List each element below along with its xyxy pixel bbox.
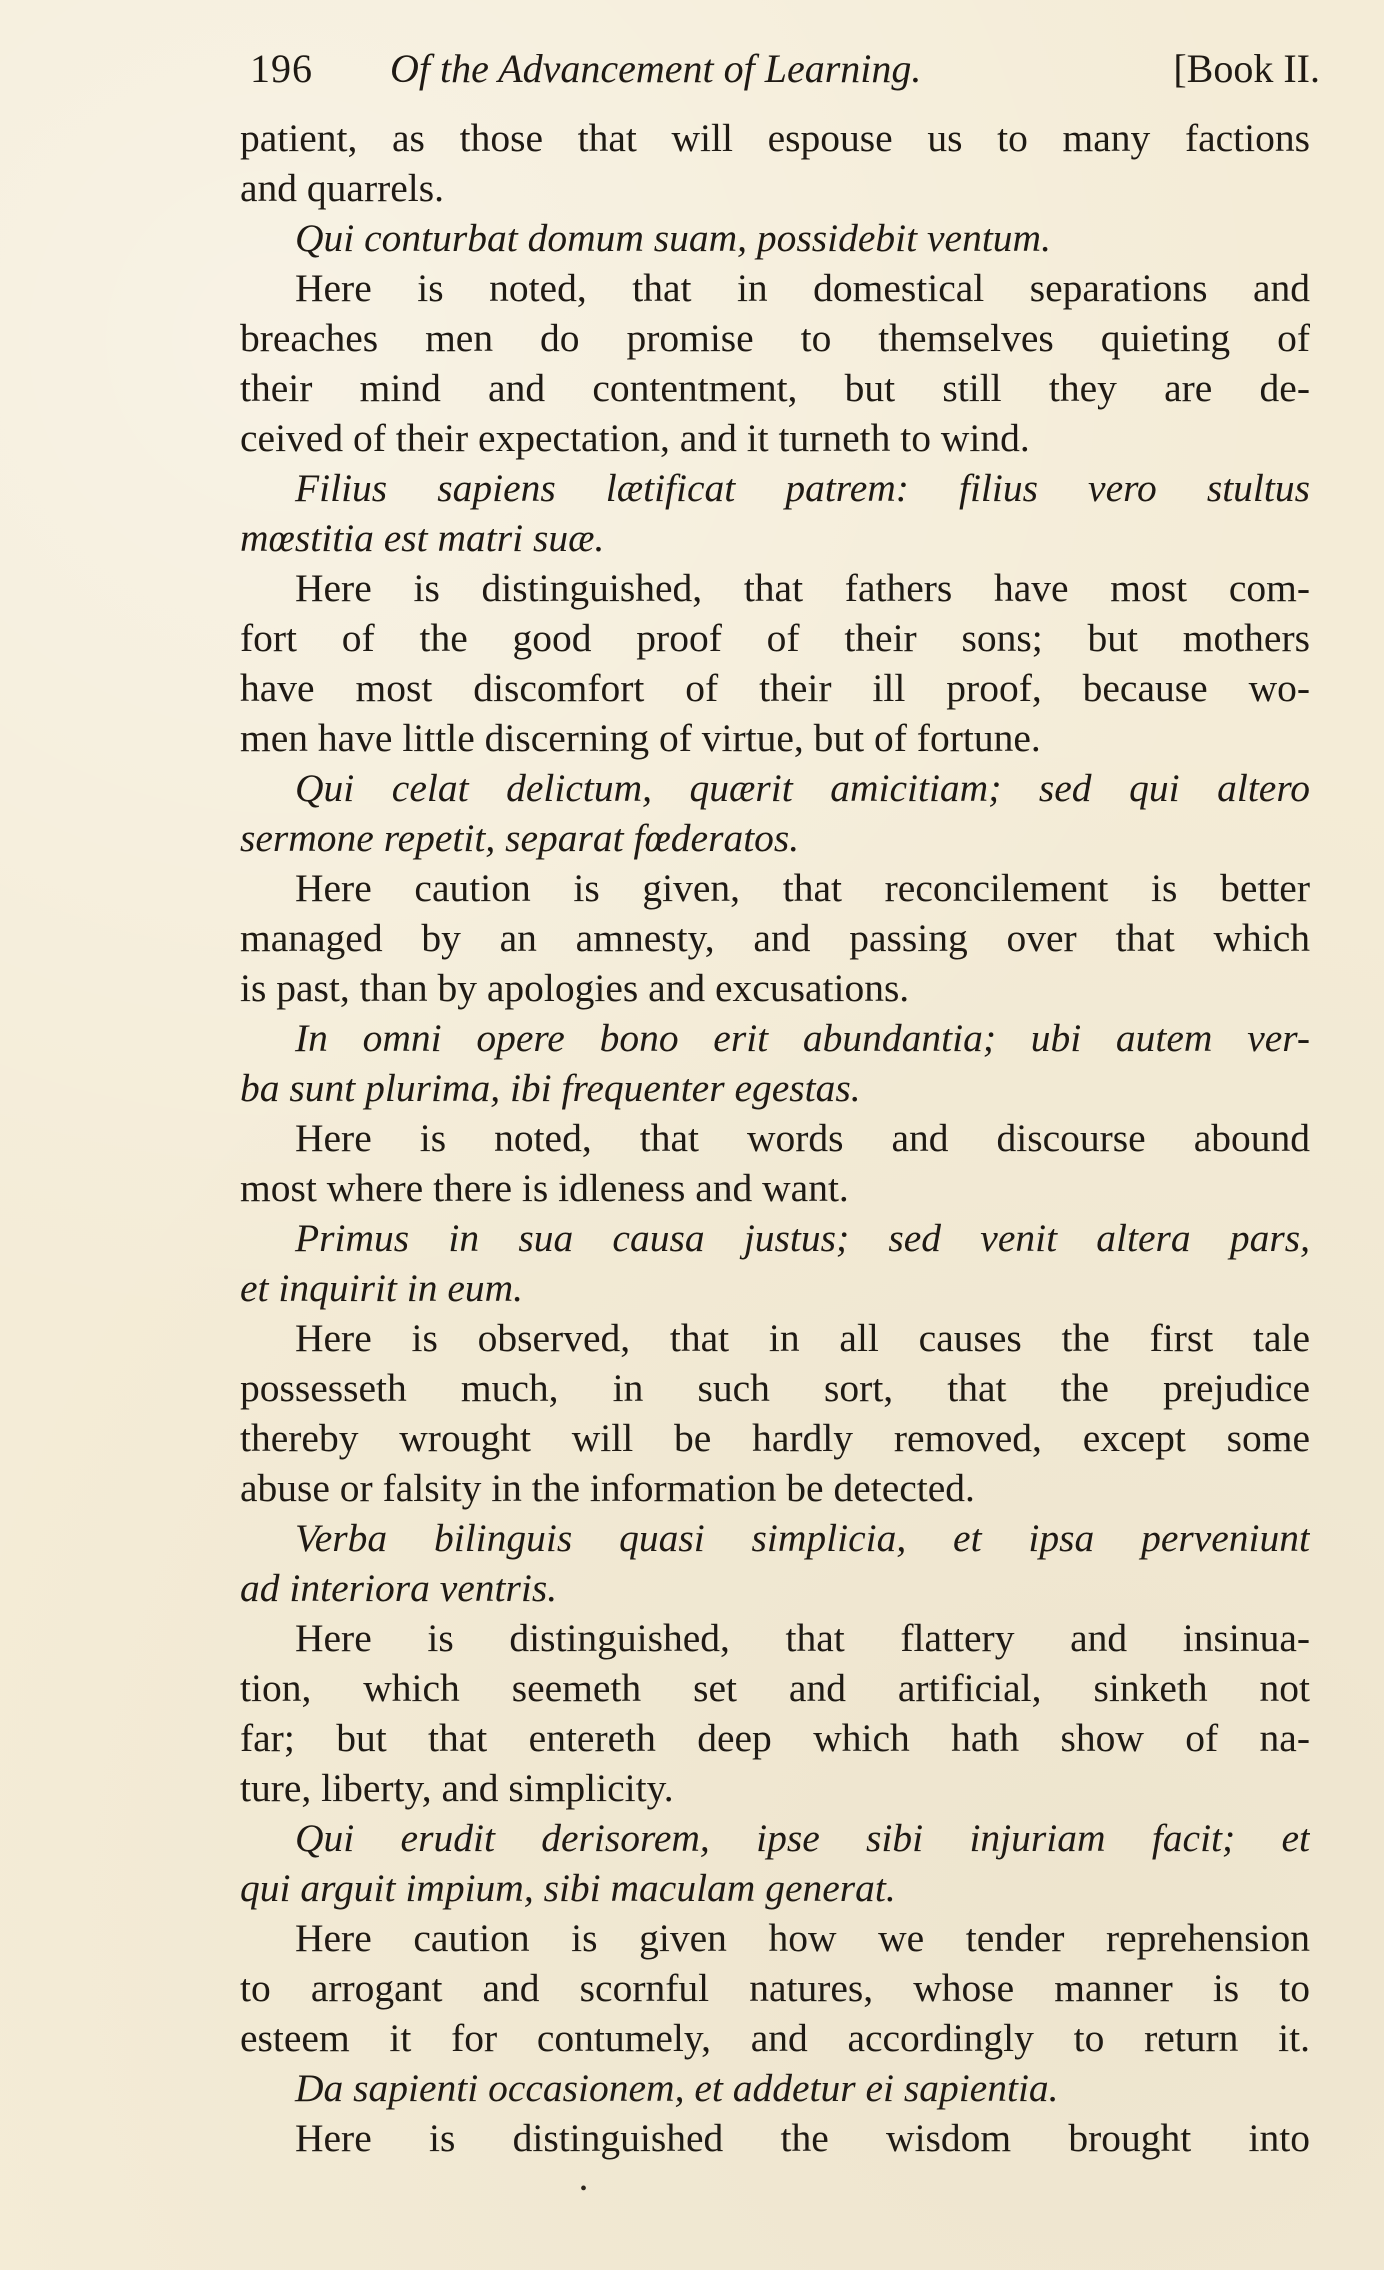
- text-line: breaches men do promise to themselves quieting of: [240, 316, 1310, 360]
- latin-proverb-line: Qui celat delictum, quærit amicitiam; sed qui altero: [295, 766, 1310, 810]
- book-label: [Book II.: [1173, 46, 1320, 91]
- text-line: possesseth much, in such sort, that the prejudice: [240, 1366, 1310, 1410]
- latin-proverb-line: sermone repetit, separat fœderatos.: [240, 816, 800, 860]
- text-line: ceived of their expectation, and it turneth to wind.: [240, 416, 1030, 460]
- page-header: [250, 38, 1320, 100]
- text-line: is past, than by apologies and excusations.: [240, 966, 910, 1010]
- text-line: ture, liberty, and simplicity.: [240, 1766, 674, 1810]
- latin-proverb-line: Da sapienti occasionem, et addetur ei sapientia.: [295, 2066, 1059, 2110]
- latin-proverb-line: Verba bilinguis quasi simplicia, et ipsa perveniunt: [295, 1516, 1310, 1560]
- text-line: Here is distinguished the wisdom brought into: [295, 2116, 1310, 2160]
- running-title: Of the Advancement of Learning.: [390, 46, 922, 91]
- text-line: Here is noted, that in domestical separations and: [295, 266, 1310, 310]
- text-line: their mind and contentment, but still they are de-: [240, 366, 1310, 410]
- text-line: far; but that entereth deep which hath show of na-: [240, 1716, 1310, 1760]
- text-line: Here caution is given how we tender reprehension: [295, 1916, 1310, 1960]
- latin-proverb-line: et inquirit in eum.: [240, 1266, 524, 1310]
- latin-proverb-line: qui arguit impium, sibi maculam generat.: [240, 1866, 896, 1910]
- text-line: patient, as those that will espouse us to many factions: [240, 116, 1310, 160]
- text-line: esteem it for contumely, and accordingly to return it.: [240, 2016, 1310, 2060]
- latin-proverb-line: Qui conturbat domum suam, possidebit ventum.: [295, 216, 1051, 260]
- text-line: tion, which seemeth set and artificial, sinketh not: [240, 1666, 1310, 1710]
- text-line: men have little discerning of virtue, but of fortune.: [240, 716, 1041, 760]
- latin-proverb-line: Qui erudit derisorem, ipse sibi injuriam facit; et: [295, 1816, 1310, 1860]
- page-number: 196: [250, 46, 313, 91]
- latin-proverb-line: Filius sapiens lætificat patrem: filius vero stultus: [295, 466, 1310, 510]
- latin-proverb-line: ad interiora ventris.: [240, 1566, 558, 1610]
- text-line: Here caution is given, that reconcilement is better: [295, 866, 1310, 910]
- text-line: thereby wrought will be hardly removed, except some: [240, 1416, 1310, 1460]
- text-line: fort of the good proof of their sons; but mothers: [240, 616, 1310, 660]
- latin-proverb-line: Primus in sua causa justus; sed venit altera pars,: [295, 1216, 1310, 1260]
- text-line: Here is observed, that in all causes the first tale: [295, 1316, 1310, 1360]
- text-line: to arrogant and scornful natures, whose manner is to: [240, 1966, 1310, 2010]
- text-line: have most discomfort of their ill proof, because wo-: [240, 666, 1310, 710]
- latin-proverb-line: In omni opere bono erit abundantia; ubi autem ver-: [295, 1016, 1310, 1060]
- body-text: [240, 113, 1310, 2163]
- text-line: abuse or falsity in the information be detected.: [240, 1466, 975, 1510]
- text-line: Here is noted, that words and discourse abound: [295, 1116, 1310, 1160]
- latin-proverb-line: ba sunt plurima, ibi frequenter egestas.: [240, 1066, 861, 1110]
- text-line: managed by an amnesty, and passing over that which: [240, 916, 1310, 960]
- text-line: most where there is idleness and want.: [240, 1166, 849, 1210]
- printer-mark: •: [580, 2178, 588, 2200]
- latin-proverb-line: mœstitia est matri suæ.: [240, 516, 605, 560]
- text-line: and quarrels.: [240, 166, 444, 210]
- text-line: Here is distinguished, that fathers have most com-: [295, 566, 1310, 610]
- text-line: Here is distinguished, that flattery and insinua-: [295, 1616, 1310, 1660]
